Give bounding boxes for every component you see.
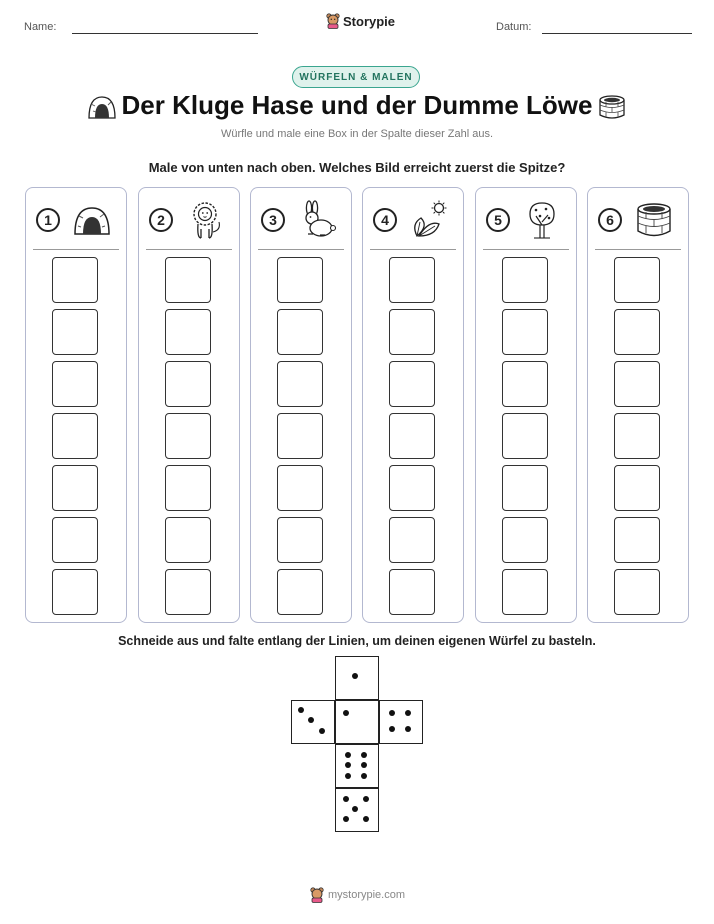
dice-pip xyxy=(361,773,367,779)
color-box[interactable] xyxy=(277,413,323,459)
color-box[interactable] xyxy=(614,309,660,355)
color-box[interactable] xyxy=(614,257,660,303)
column-divider xyxy=(483,249,569,250)
column-divider xyxy=(33,249,119,250)
color-box[interactable] xyxy=(52,465,98,511)
dice-pip xyxy=(363,796,369,802)
color-box[interactable] xyxy=(52,309,98,355)
sun-leaves-icon xyxy=(409,200,449,240)
color-box[interactable] xyxy=(165,465,211,511)
color-box[interactable] xyxy=(389,465,435,511)
dice-pip xyxy=(343,710,349,716)
dice-pip xyxy=(405,726,411,732)
dice-face-4 xyxy=(379,700,423,744)
color-box[interactable] xyxy=(165,517,211,563)
storypie-logo xyxy=(326,13,395,29)
lion-icon xyxy=(185,200,225,240)
color-box[interactable] xyxy=(52,413,98,459)
color-box[interactable] xyxy=(277,257,323,303)
color-box[interactable] xyxy=(277,309,323,355)
color-box[interactable] xyxy=(614,517,660,563)
cave-icon xyxy=(87,94,117,120)
logo-text: Storypie xyxy=(343,13,396,29)
dice-pip xyxy=(345,752,351,758)
color-box[interactable] xyxy=(277,465,323,511)
column-5 xyxy=(475,187,577,623)
color-box[interactable] xyxy=(277,517,323,563)
dice-face-1 xyxy=(335,656,379,700)
dice-face-1-center xyxy=(335,700,379,744)
date-line xyxy=(542,33,692,34)
column-2 xyxy=(138,187,240,623)
color-box[interactable] xyxy=(165,361,211,407)
subtitle: Würfle und male eine Box in der Spalte dieser Zahl aus. xyxy=(220,128,494,140)
category-badge: WÜRFELN & MALEN xyxy=(292,66,420,88)
color-box[interactable] xyxy=(502,257,548,303)
color-box[interactable] xyxy=(165,569,211,615)
page-title: Der Kluge Hase und der Dumme Löwe xyxy=(121,90,593,120)
column-number: 2 xyxy=(149,208,173,232)
dice-pip xyxy=(363,816,369,822)
dice-pip xyxy=(319,728,325,734)
dice-pip xyxy=(405,710,411,716)
cut-instruction: Schneide aus und falte entlang der Linien, um deinen eigenen Würfel zu basteln. xyxy=(118,634,596,648)
column-number: 6 xyxy=(598,208,622,232)
dice-pip xyxy=(352,673,358,679)
cave-icon xyxy=(72,200,112,240)
bear-logo-icon xyxy=(326,13,340,29)
footer-url[interactable]: mystorypie.com xyxy=(328,889,406,901)
column-4 xyxy=(362,187,464,623)
column-number: 1 xyxy=(36,208,60,232)
column-number: 3 xyxy=(261,208,285,232)
color-box[interactable] xyxy=(389,361,435,407)
well-icon xyxy=(634,200,674,240)
well-icon xyxy=(597,94,627,120)
column-number: 5 xyxy=(486,208,510,232)
column-divider xyxy=(258,249,344,250)
dice-pip xyxy=(389,726,395,732)
bear-logo-icon xyxy=(310,887,324,903)
dice-pip xyxy=(343,816,349,822)
column-1 xyxy=(25,187,127,623)
dice-pip xyxy=(361,752,367,758)
dice-pip xyxy=(298,707,304,713)
color-box[interactable] xyxy=(389,569,435,615)
column-divider xyxy=(146,249,232,250)
color-box[interactable] xyxy=(614,361,660,407)
color-box[interactable] xyxy=(389,413,435,459)
column-number: 4 xyxy=(373,208,397,232)
dice-pip xyxy=(345,773,351,779)
color-box[interactable] xyxy=(389,517,435,563)
dice-pip xyxy=(343,796,349,802)
color-box[interactable] xyxy=(614,413,660,459)
column-divider xyxy=(595,249,681,250)
color-box[interactable] xyxy=(165,257,211,303)
color-box[interactable] xyxy=(165,413,211,459)
color-box[interactable] xyxy=(389,257,435,303)
color-box[interactable] xyxy=(52,257,98,303)
color-box[interactable] xyxy=(502,413,548,459)
column-divider xyxy=(370,249,456,250)
dice-pip xyxy=(308,717,314,723)
color-box[interactable] xyxy=(502,361,548,407)
color-box[interactable] xyxy=(277,569,323,615)
tree-icon xyxy=(522,200,562,240)
name-label: Name: xyxy=(24,21,57,33)
name-line xyxy=(72,33,258,34)
color-box[interactable] xyxy=(614,569,660,615)
color-box[interactable] xyxy=(277,361,323,407)
footer xyxy=(310,887,405,903)
game-instruction: Male von unten nach oben. Welches Bild erreicht zuerst die Spitze? xyxy=(148,160,566,175)
dice-pip xyxy=(389,710,395,716)
dice-pip xyxy=(345,762,351,768)
color-box[interactable] xyxy=(52,517,98,563)
dice-pip xyxy=(352,806,358,812)
color-box[interactable] xyxy=(52,569,98,615)
color-box[interactable] xyxy=(165,309,211,355)
color-box[interactable] xyxy=(52,361,98,407)
color-box[interactable] xyxy=(502,309,548,355)
dice-face-6 xyxy=(335,744,379,788)
color-box[interactable] xyxy=(614,465,660,511)
color-box[interactable] xyxy=(502,517,548,563)
color-box[interactable] xyxy=(502,465,548,511)
date-label: Datum: xyxy=(496,21,532,33)
dice-face-5 xyxy=(335,788,379,832)
column-3 xyxy=(250,187,352,623)
dice-face-3 xyxy=(291,700,335,744)
column-6 xyxy=(587,187,689,623)
rabbit-icon xyxy=(297,200,337,240)
color-box[interactable] xyxy=(502,569,548,615)
color-box[interactable] xyxy=(389,309,435,355)
dice-pip xyxy=(361,762,367,768)
